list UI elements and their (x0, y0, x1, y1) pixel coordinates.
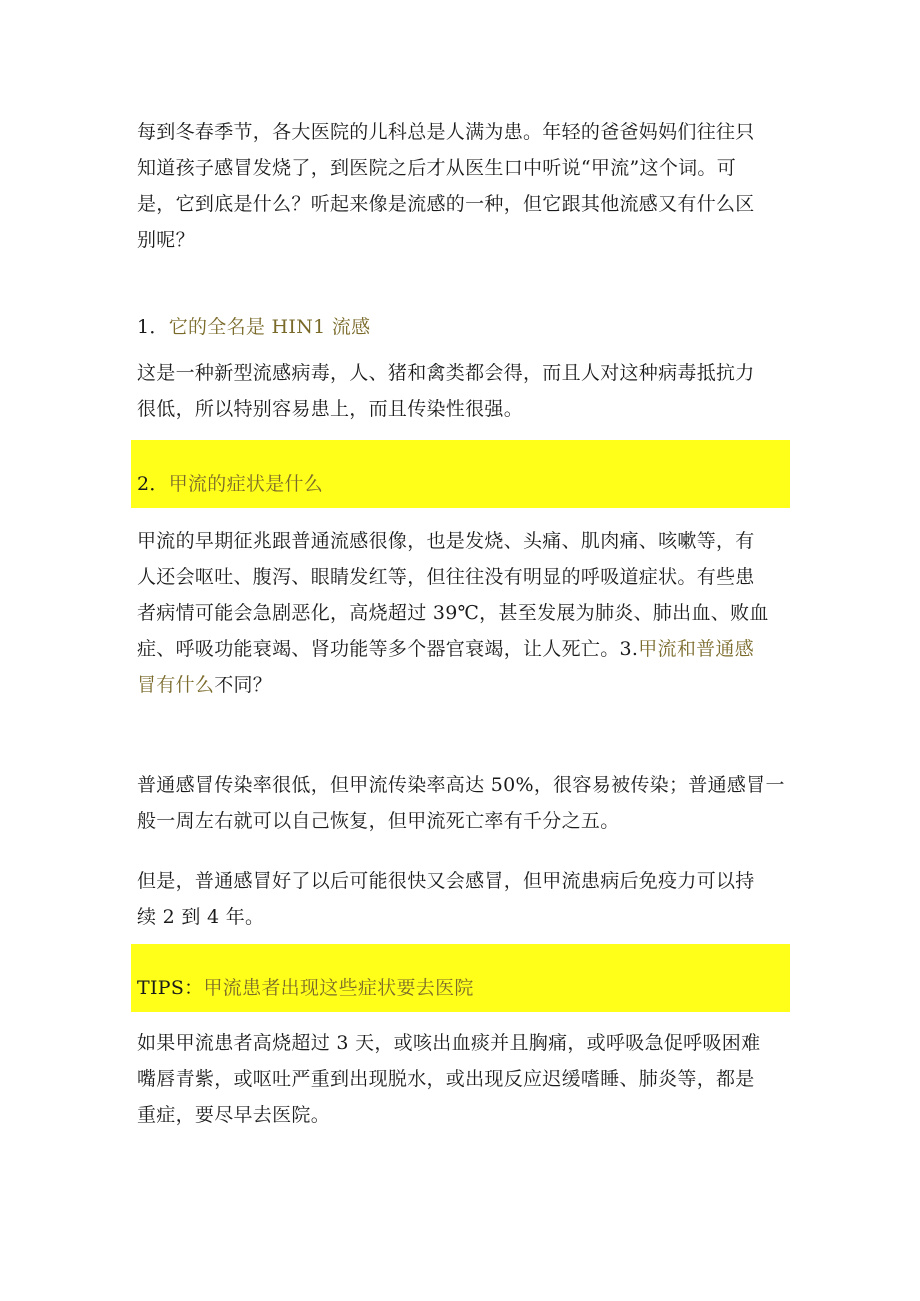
tips-heading (137, 970, 474, 1006)
section3-line: 普通感冒传染率很低，但甲流传染率高达 50%，很容易被传染；普通感冒一 (137, 774, 785, 796)
section2-line: 者病情可能会急剧恶化，高烧超过 39℃，甚至发展为肺炎、肺出血、败血 (137, 602, 769, 624)
tips-label: TIPS： (137, 977, 204, 999)
section3-paragraph-2 (137, 863, 797, 935)
section3-line: 续 2 到 4 年。 (137, 906, 265, 928)
section3-line: 般一周左右就可以自己恢复，但甲流死亡率有千分之五。 (137, 810, 620, 832)
intro-line: 知道孩子感冒发烧了，到医院之后才从医生口中听说“甲流”这个词。可 (137, 157, 737, 179)
section1-paragraph (137, 355, 797, 427)
section2-line4-plain: 症、呼吸功能衰竭、肾功能等多个器官衰竭，让人死亡。3. (137, 638, 639, 660)
intro-line: 每到冬春季节，各大医院的儿科总是人满为患。年轻的爸爸妈妈们往往只 (137, 121, 755, 143)
intro-paragraph (137, 114, 797, 258)
section1-heading (137, 309, 370, 345)
section1-title: 它的全名是 HIN1 流感 (168, 316, 371, 338)
intro-line: 别呢？ (137, 229, 195, 251)
section2-line: 人还会呕吐、腹泻、眼睛发红等，但往往没有明显的呼吸道症状。有些患 (137, 566, 755, 588)
section2-line (137, 667, 797, 703)
section3-title-part1: 甲流和普通感 (638, 638, 755, 660)
section1-number: 1． (137, 316, 169, 338)
tips-paragraph (137, 1025, 797, 1133)
section2-paragraph (137, 523, 797, 703)
tips-title: 甲流患者出现这些症状要去医院 (203, 977, 474, 999)
section3-title-part2: 冒有什么 (137, 674, 215, 696)
section3-line: 但是，普通感冒好了以后可能很快又会感冒，但甲流患病后免疫力可以持 (137, 870, 755, 892)
section2-number: 2． (137, 473, 169, 495)
section1-line: 这是一种新型流感病毒，人、猪和禽类都会得，而且人对这种病毒抵抗力 (137, 362, 755, 384)
tips-line: 嘴唇青紫，或呕吐严重到出现脱水，或出现反应迟缓嗜睡、肺炎等，都是 (137, 1068, 755, 1090)
section2-line: 甲流的早期征兆跟普通流感很像，也是发烧、头痛、肌肉痛、咳嗽等，有 (137, 530, 755, 552)
tips-line: 重症，要尽早去医院。 (137, 1104, 331, 1126)
section2-title: 甲流的症状是什么 (168, 473, 324, 495)
section3-title-part3: 不同？ (214, 674, 273, 696)
intro-line: 是，它到底是什么？听起来像是流感的一种，但它跟其他流感又有什么区 (137, 193, 755, 215)
section2-heading (137, 466, 323, 502)
tips-line: 如果甲流患者高烧超过 3 天，或咳出血痰并且胸痛，或呼吸急促呼吸困难 (137, 1032, 761, 1054)
section3-paragraph-1 (137, 767, 797, 839)
section1-line: 很低，所以特别容易患上，而且传染性很强。 (137, 398, 524, 420)
section2-line (137, 631, 797, 667)
